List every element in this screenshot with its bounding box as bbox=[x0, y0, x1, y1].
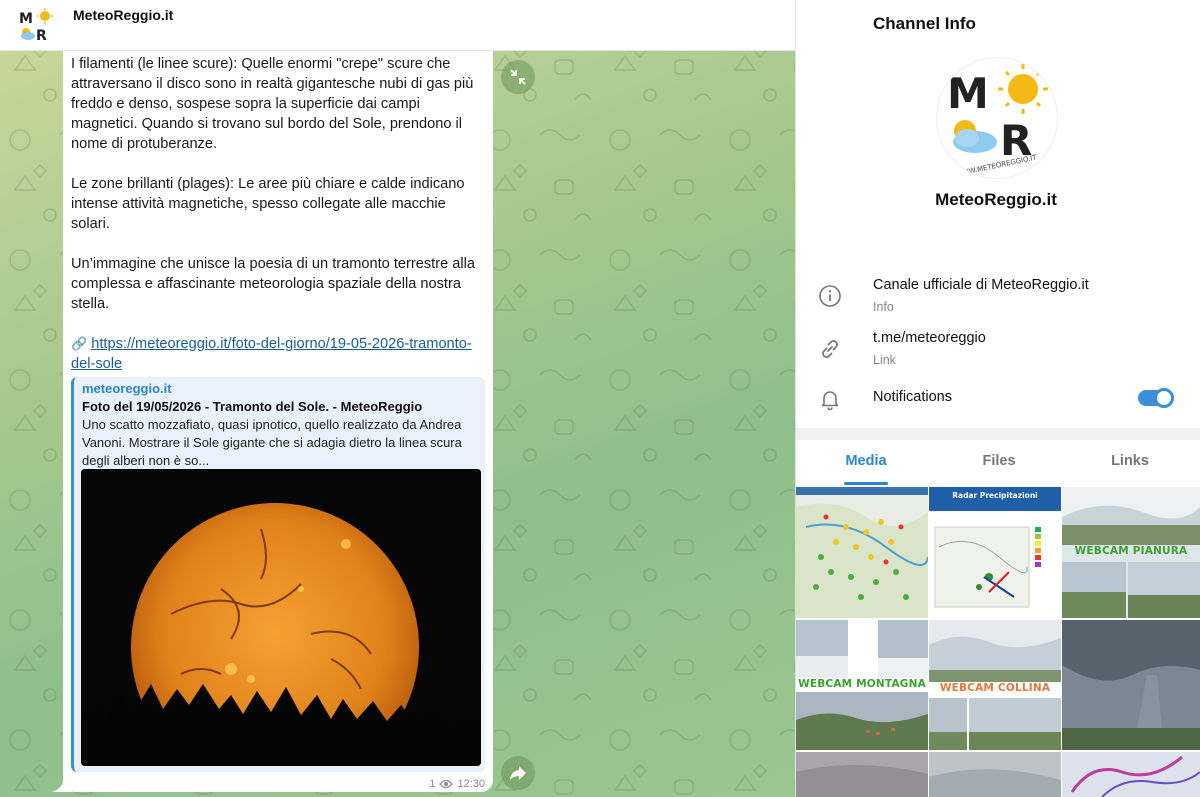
views-count: 1 bbox=[429, 778, 436, 790]
link-label: Link bbox=[873, 353, 896, 367]
message-time: 12:30 bbox=[457, 778, 485, 790]
media-thumb-webcam-montagna[interactable] bbox=[796, 620, 928, 750]
message-paragraph: Le zone brillanti (plages): Le aree più chiare e calde indicano intense attività magnetiche, spesso collegate alle macchie solari. bbox=[71, 176, 465, 232]
link-icon bbox=[818, 337, 842, 361]
bell-icon bbox=[818, 387, 842, 411]
shared-media-section bbox=[796, 440, 1200, 797]
channel-description: Canale ufficiale di MeteoReggio.it bbox=[873, 277, 1089, 293]
info-row-link[interactable] bbox=[796, 326, 1200, 376]
logo-footer-text: WWW.METEOREGGIO.IT bbox=[954, 153, 1038, 179]
media-thumb-weather-map[interactable] bbox=[1062, 752, 1200, 797]
info-icon bbox=[818, 284, 842, 308]
tab-files[interactable]: Files bbox=[982, 453, 1016, 469]
channel-info-card bbox=[796, 0, 1200, 428]
radar-thumb-title: Radar Precipitazioni bbox=[952, 491, 1038, 500]
message-paragraph: I filamenti (le linee scure): Quelle enormi "crepe" scure che attraversano il disco sono in realtà gigantesche nubi di gas più freddo e denso, sospese sopra la superficie dai campi magnetici. Quando si trovano sul bordo del Sole, prendono il nome di protuberanze. bbox=[71, 56, 474, 152]
message-link[interactable]: https://meteoreggio.it/foto-del-giorno/19-05-2026-tramonto-del-sole bbox=[71, 336, 472, 372]
logo-letter-r: R bbox=[1000, 116, 1033, 165]
media-thumb-radar[interactable] bbox=[929, 487, 1061, 618]
forward-button[interactable] bbox=[501, 756, 535, 790]
media-thumb-webcam-pianura[interactable] bbox=[1062, 487, 1200, 618]
description-label: Info bbox=[873, 300, 894, 314]
info-row-description[interactable] bbox=[796, 272, 1200, 322]
eye-icon bbox=[439, 779, 453, 789]
preview-description: Uno scatto mozzafiato, quasi ipnotico, quello realizzato da Andrea Vanoni. Mostrare il Sole gigante che si adagia dietro la linea scura degli alberi non è so... bbox=[82, 417, 462, 468]
chat-header[interactable] bbox=[0, 0, 795, 51]
media-thumb-webcam-collina[interactable] bbox=[929, 620, 1061, 750]
logo-letter-m: M bbox=[947, 69, 989, 118]
collapse-icon bbox=[509, 68, 527, 86]
preview-image-sun[interactable] bbox=[81, 469, 481, 766]
media-thumb-sky-1[interactable] bbox=[796, 752, 928, 797]
preview-site-name: meteoreggio.it bbox=[82, 381, 172, 396]
channel-info-panel bbox=[795, 0, 1200, 797]
panel-title: Channel Info bbox=[873, 14, 976, 33]
channel-title[interactable]: MeteoReggio.it bbox=[73, 7, 174, 23]
info-row-notifications[interactable] bbox=[796, 382, 1200, 418]
notifications-toggle[interactable] bbox=[1138, 390, 1172, 406]
logo-letter-r: R bbox=[36, 28, 47, 44]
toggle-knob bbox=[1154, 388, 1174, 408]
message-meta bbox=[429, 778, 485, 790]
link-preview[interactable] bbox=[71, 377, 485, 772]
webcam-montagna-label: WEBCAM MONTAGNA bbox=[798, 678, 926, 690]
webcam-collina-label: WEBCAM COLLINA bbox=[939, 682, 1051, 694]
link-icon: 🔗 bbox=[71, 336, 88, 351]
active-tab-indicator bbox=[844, 482, 888, 485]
message-text bbox=[71, 54, 485, 374]
preview-title: Foto del 19/05/2026 - Tramonto del Sole. - MeteoReggio bbox=[82, 399, 423, 414]
channel-link[interactable]: t.me/meteoreggio bbox=[873, 330, 986, 346]
logo-letter-m: M bbox=[19, 11, 33, 27]
channel-avatar[interactable] bbox=[936, 57, 1058, 179]
message-bubble[interactable] bbox=[63, 20, 493, 792]
media-thumb-sky-2[interactable] bbox=[929, 752, 1061, 797]
tab-media[interactable]: Media bbox=[845, 453, 887, 469]
media-thumb-map[interactable] bbox=[796, 487, 928, 618]
channel-logo[interactable] bbox=[15, 5, 55, 45]
webcam-pianura-label: WEBCAM PIANURA bbox=[1074, 545, 1188, 557]
message-paragraph: Un’immagine che unisce la poesia di un tramonto terrestre alla complessa e affascinante meteorologia spaziale della nostra stella. bbox=[71, 256, 475, 312]
media-thumb-storm[interactable] bbox=[1062, 620, 1200, 750]
notifications-label: Notifications bbox=[873, 389, 952, 405]
collapse-button[interactable] bbox=[501, 60, 535, 94]
message-link-line bbox=[71, 334, 485, 374]
forward-icon bbox=[509, 765, 527, 781]
tab-links[interactable]: Links bbox=[1111, 453, 1149, 469]
channel-name: MeteoReggio.it bbox=[935, 190, 1057, 209]
